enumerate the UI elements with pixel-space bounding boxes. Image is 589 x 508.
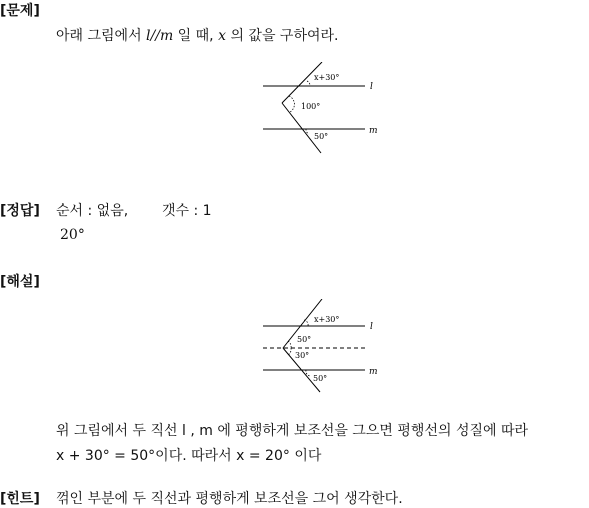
angle-label-bottom: 50° xyxy=(314,132,329,141)
problem-figure xyxy=(255,62,385,157)
problem-tag: [문제] xyxy=(0,3,40,19)
angle-arc-upper-mid xyxy=(288,341,291,348)
explanation-figure xyxy=(255,299,385,394)
angle-label-top: x+30° xyxy=(314,315,340,324)
angle-label-top: x+30° xyxy=(314,73,340,82)
hint-text: 꺾인 부분에 두 직선과 평행하게 보조선을 그어 생각한다. xyxy=(56,491,403,507)
angle-label-bottom: 50° xyxy=(313,374,328,383)
label-m: m xyxy=(369,126,378,136)
angle-arc-bottom xyxy=(306,129,309,134)
label-m: m xyxy=(369,367,378,377)
angle-arc-bottom xyxy=(306,370,310,376)
hint-tag: [힌트] xyxy=(0,491,40,507)
angle-arc-mid xyxy=(289,96,294,112)
answer-count: 갯수 : 1 xyxy=(162,203,212,219)
angle-arc-top xyxy=(307,81,310,86)
angle-label-mid: 100° xyxy=(301,102,321,111)
explanation-line-1: 위 그림에서 두 직선 l , m 에 평행하게 보조선을 그으면 평행선의 성질에 따라 xyxy=(56,423,529,439)
answer-value: 20° xyxy=(60,227,85,243)
transversal-upper xyxy=(282,62,322,103)
explanation-line-2: x + 30° = 50°이다. 따라서 x = 20° 이다 xyxy=(56,448,322,464)
label-l: l xyxy=(370,82,373,92)
label-l: l xyxy=(370,322,373,332)
answer-tag: [정답] xyxy=(0,203,40,219)
answer-order: 순서 : 없음, xyxy=(56,203,129,219)
angle-label-upper-mid: 50° xyxy=(297,335,312,344)
problem-text: 아래 그림에서 l//m 일 때, x 의 값을 구하여라. xyxy=(56,28,339,44)
explanation-tag: [해설] xyxy=(0,274,40,290)
angle-label-lower-mid: 30° xyxy=(295,351,310,360)
